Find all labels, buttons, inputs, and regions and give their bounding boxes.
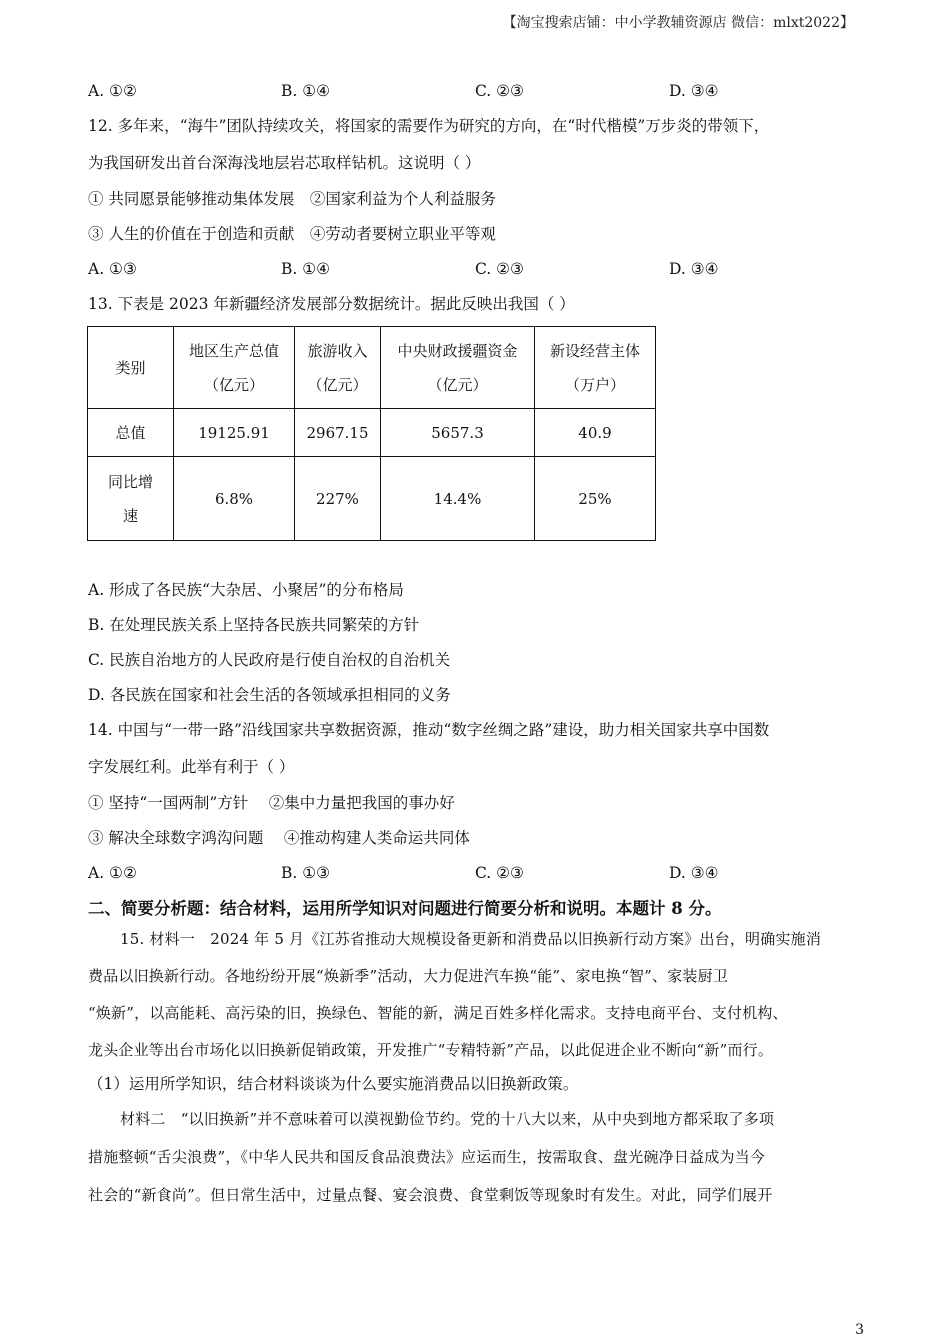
table-row-growth xyxy=(88,457,656,541)
table-row-total xyxy=(88,409,656,457)
header-cell-aid-funds: 中央财政援疆资金 （亿元） xyxy=(381,327,535,409)
q15-material2-line1: 材料二 “以旧换新”并不意味着可以漠视勤俭节约。党的十八大以来，从中央到地方都采取了多项 xyxy=(120,1110,775,1128)
q15-material1-line2: 费品以旧换新行动。各地纷纷开展“焕新季”活动，大力促进汽车换“能”、家电换“智”、家装厨卫 xyxy=(88,967,729,985)
header-cell-new-entities: 新设经营主体 （万户） xyxy=(535,327,656,409)
q14-option-c: C. ②③ xyxy=(475,864,524,882)
table-cell: 2967.15 xyxy=(295,409,381,457)
table-cell: 14.4% xyxy=(381,457,535,541)
q12-statements-2: ③ 人生的价值在于创造和贡献 ④劳动者要树立职业平等观 xyxy=(88,225,496,243)
header-cell-tourism: 旅游收入 （亿元） xyxy=(295,327,381,409)
q12-option-b: B. ①④ xyxy=(281,260,331,278)
q12-option-a: A. ①③ xyxy=(88,260,137,278)
q12-stem-line2: 为我国研发出首台深海浅地层岩芯取样钻机。这说明（ ） xyxy=(88,154,481,172)
q14-statements-1: ① 坚持“一国两制”方针 ②集中力量把我国的事办好 xyxy=(88,794,455,812)
q15-material1-line1: 15. 材料一 2024 年 5 月《江苏省推动大规模设备更新和消费品以旧换新行动方案》出台，明确实施消 xyxy=(120,930,822,948)
q13-option-c: C. 民族自治地方的人民政府是行使自治权的自治机关 xyxy=(88,651,451,669)
q14-statements-2: ③ 解决全球数字鸿沟问题 ④推动构建人类命运共同体 xyxy=(88,829,470,847)
q13-stem: 13. 下表是 2023 年新疆经济发展部分数据统计。据此反映出我国（ ） xyxy=(88,295,575,313)
section2-title: 二、简要分析题：结合材料，运用所学知识对问题进行简要分析和说明。本题计 8 分。 xyxy=(88,899,722,918)
table-cell: 19125.91 xyxy=(174,409,295,457)
q15-material2-line2: 措施整顿“舌尖浪费”，《中华人民共和国反食品浪费法》应运而生，按需取食、盘光碗净日益成为当今 xyxy=(88,1148,766,1166)
table-cell-growth-label: 同比增 速 xyxy=(88,457,174,541)
table-cell: 总值 xyxy=(88,409,174,457)
q12-statements-1: ① 共同愿景能够推动集体发展 ②国家利益为个人利益服务 xyxy=(88,190,496,208)
table-cell: 6.8% xyxy=(174,457,295,541)
header-cell-category: 类别 xyxy=(88,327,174,409)
q11-option-b: B. ①④ xyxy=(281,82,331,100)
xinjiang-data-table xyxy=(87,326,656,541)
q15-material1-line3: “焕新”，以高能耗、高污染的旧，换绿色、智能的新，满足百姓多样化需求。支持电商平台、支付机构、 xyxy=(88,1004,788,1022)
table-cell: 227% xyxy=(295,457,381,541)
header-cell-gdp: 地区生产总值 （亿元） xyxy=(174,327,295,409)
q12-stem-line1: 12. 多年来，“海牛”团队持续攻关，将国家的需要作为研究的方向，在“时代楷模”万步炎的带领下， xyxy=(88,117,770,135)
q11-option-c: C. ②③ xyxy=(475,82,524,100)
q14-option-b: B. ①③ xyxy=(281,864,331,882)
table-cell: 40.9 xyxy=(535,409,656,457)
q13-option-a: A. 形成了各民族“大杂居、小聚居”的分布格局 xyxy=(88,581,404,599)
q11-option-d: D. ③④ xyxy=(669,82,719,100)
q12-option-c: C. ②③ xyxy=(475,260,524,278)
q11-option-a: A. ①② xyxy=(88,82,137,100)
q14-option-d: D. ③④ xyxy=(669,864,719,882)
q12-option-d: D. ③④ xyxy=(669,260,719,278)
q14-stem-line2: 字发展红利。此举有利于（ ） xyxy=(88,758,295,776)
q15-material1-line4: 龙头企业等出台市场化以旧换新促销政策，开发推广“专精特新”产品，以此促进企业不断向“新”而行。 xyxy=(88,1041,774,1059)
table-header-row xyxy=(88,327,656,409)
table-cell: 25% xyxy=(535,457,656,541)
page-number: 3 xyxy=(855,1322,864,1338)
q15-subquestion-1: （1）运用所学知识，结合材料谈谈为什么要实施消费品以旧换新政策。 xyxy=(88,1075,579,1093)
q14-stem-line1: 14. 中国与“一带一路”沿线国家共享数据资源，推动“数字丝绸之路”建设，助力相关国家共享中国数 xyxy=(88,721,770,739)
table-cell: 5657.3 xyxy=(381,409,535,457)
q13-option-b: B. 在处理民族关系上坚持各民族共同繁荣的方针 xyxy=(88,616,420,634)
q14-option-a: A. ①② xyxy=(88,864,137,882)
q15-material2-line3: 社会的“新食尚”。但日常生活中，过量点餐、宴会浪费、食堂剩饭等现象时有发生。对此，同学们展开 xyxy=(88,1186,773,1204)
q13-option-d: D. 各民族在国家和社会生活的各领域承担相同的义务 xyxy=(88,686,451,704)
shop-header: 【淘宝搜索店铺：中小学教辅资源店 微信：mlxt2022】 xyxy=(502,15,854,31)
